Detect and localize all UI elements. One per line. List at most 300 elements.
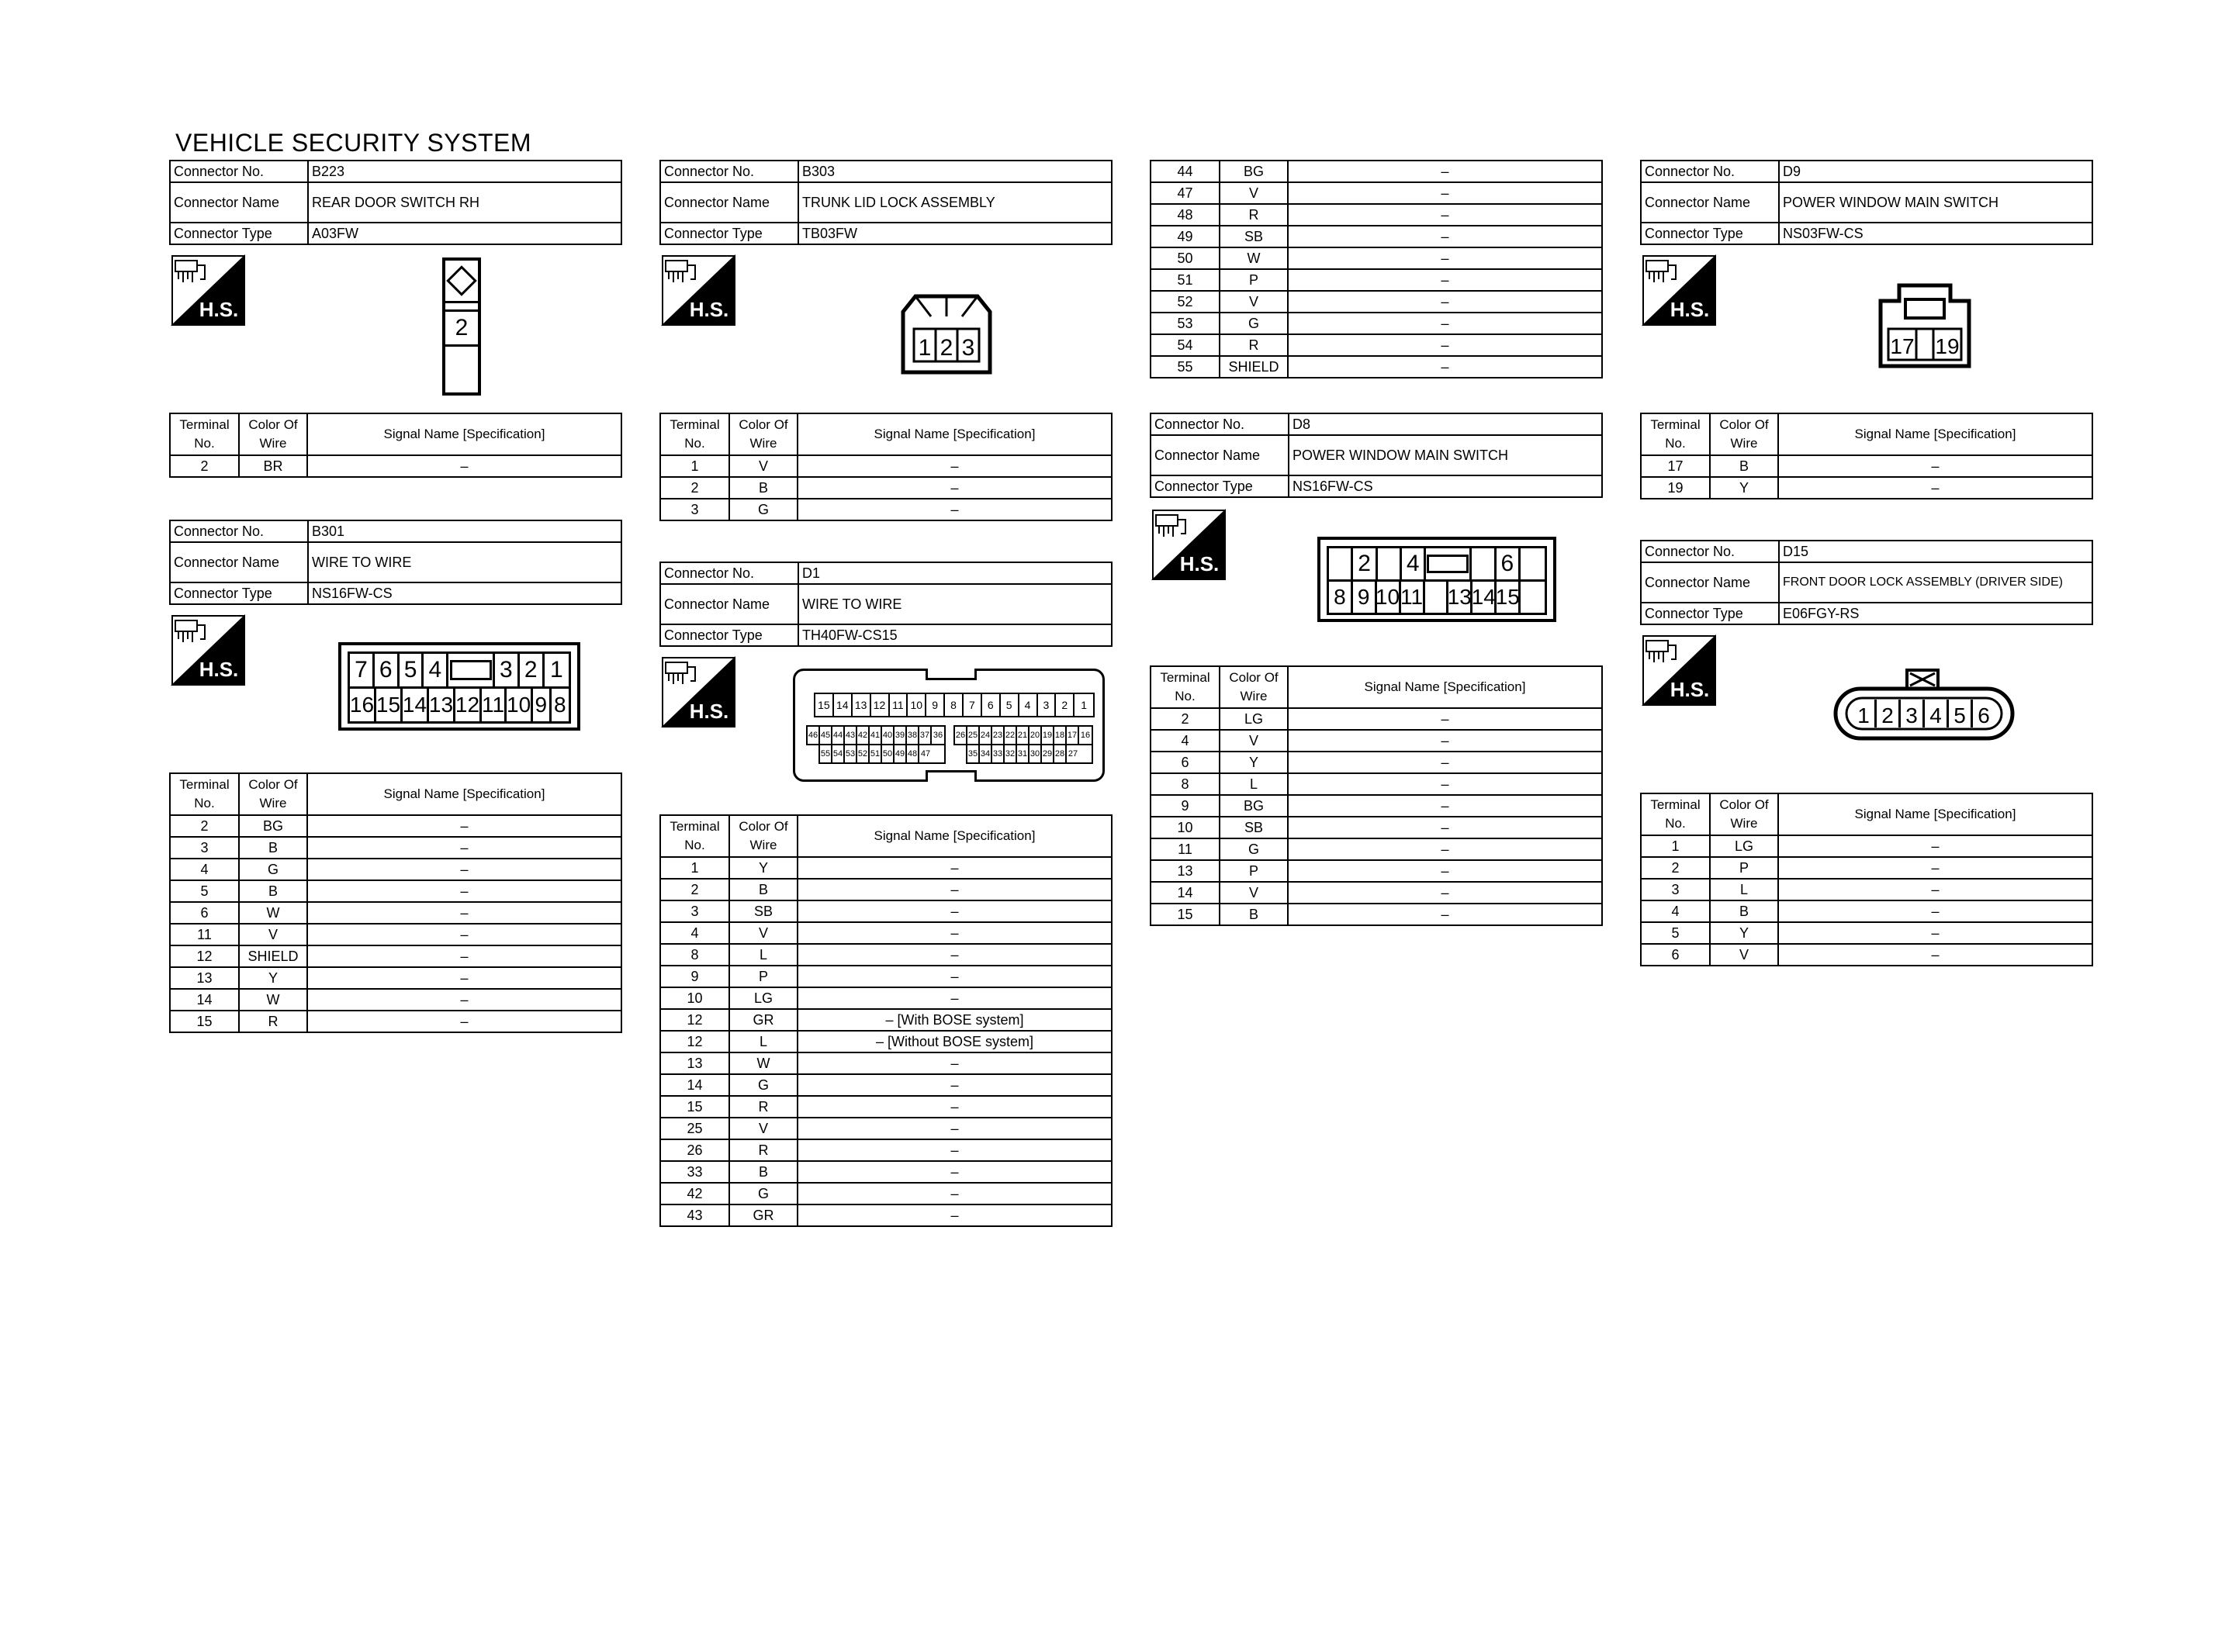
pin-cell: 9	[1353, 582, 1377, 613]
pin-cell: 13	[853, 694, 871, 716]
pin-cell	[1329, 548, 1353, 579]
connector-no-value: B223	[308, 161, 621, 182]
color-of-wire-cell: W	[239, 902, 307, 924]
pin-cell: 3	[1038, 694, 1057, 716]
signal-name-cell: –	[798, 1096, 1112, 1118]
table-row	[660, 857, 1112, 879]
terminal-no-cell: 14	[660, 1074, 729, 1096]
terminal-no-cell: 51	[1151, 269, 1220, 291]
signal-name-cell: –	[798, 477, 1112, 499]
signal-name-header: Signal Name [Specification]	[798, 815, 1112, 857]
harness-side-icon	[661, 254, 735, 326]
terminal-table-d1	[659, 814, 1113, 1227]
terminal-no-cell: 2	[1641, 857, 1710, 879]
table-row	[1151, 334, 1602, 356]
table-row	[1151, 730, 1602, 752]
terminal-no-cell: 25	[660, 1118, 729, 1139]
connector-name-value: POWER WINDOW MAIN SWITCH	[1289, 435, 1602, 475]
signal-name-cell: –	[1288, 838, 1602, 860]
terminal-no-cell: 13	[1151, 860, 1220, 882]
pin-cell: 14	[403, 689, 429, 721]
terminal-no-cell: 8	[660, 944, 729, 966]
pin-cell: 37	[919, 727, 932, 744]
terminal-no-cell: 11	[170, 924, 239, 945]
table-row	[1151, 291, 1602, 313]
signal-name-cell: –	[307, 455, 621, 477]
connector-type-value: NS03FW-CS	[1779, 223, 2092, 244]
color-of-wire-cell: V	[729, 455, 798, 477]
pin-cell: 32	[1005, 745, 1017, 762]
terminal-no-cell: 4	[1151, 730, 1220, 752]
terminal-no-cell: 13	[660, 1052, 729, 1074]
connector-name-label: Connector Name	[170, 542, 308, 582]
color-of-wire-cell: SHIELD	[239, 945, 307, 967]
connector-type-label: Connector Type	[1641, 603, 1779, 624]
table-row	[1151, 226, 1602, 247]
color-of-wire-cell: LG	[1220, 708, 1288, 730]
table-row	[1151, 838, 1602, 860]
table-row	[660, 900, 1112, 922]
color-of-wire-cell: LG	[729, 987, 798, 1009]
color-of-wire-header: Color Of Wire	[239, 773, 307, 815]
pin-cell: 16	[1080, 731, 1091, 740]
terminal-no-cell: 3	[660, 499, 729, 520]
terminal-no-cell: 12	[660, 1031, 729, 1052]
signal-name-cell: –	[307, 859, 621, 880]
signal-name-cell: –	[798, 922, 1112, 944]
table-row	[1151, 247, 1602, 269]
color-of-wire-cell: P	[1710, 857, 1778, 879]
signal-name-cell: –	[798, 1074, 1112, 1096]
signal-name-cell: –	[1778, 900, 2092, 922]
table-row	[660, 879, 1112, 900]
signal-name-cell: –	[1778, 455, 2092, 477]
terminal-no-cell: 8	[1151, 773, 1220, 795]
pin-cell: 27	[1068, 749, 1078, 759]
table-row	[660, 1074, 1112, 1096]
connector-d9-diagram	[1877, 282, 1972, 369]
connector-type-value: TH40FW-CS15	[798, 624, 1112, 646]
table-row	[1641, 835, 2092, 857]
pin-cell	[1472, 548, 1496, 579]
color-of-wire-cell: Y	[729, 857, 798, 879]
pin-cell: 5	[1001, 694, 1019, 716]
color-of-wire-cell: W	[1220, 247, 1288, 269]
signal-name-cell: – [With BOSE system]	[798, 1009, 1112, 1031]
hs-label: H.S.	[199, 298, 239, 321]
terminal-no-header: Terminal No.	[1641, 413, 1710, 455]
connector-d9-header	[1640, 160, 2093, 245]
pin-cell: 21	[1017, 727, 1030, 744]
signal-name-header: Signal Name [Specification]	[798, 413, 1112, 455]
pin-cell: 8	[1329, 582, 1353, 613]
terminal-no-cell: 2	[170, 455, 239, 477]
terminal-no-cell: 14	[1151, 882, 1220, 904]
pin-cell: 2	[1353, 548, 1377, 579]
pin-cell: 49	[895, 745, 907, 762]
connector-type-value: NS16FW-CS	[308, 582, 621, 604]
terminal-no-cell: 3	[660, 900, 729, 922]
pin-label: 17	[1890, 334, 1915, 358]
color-of-wire-header: Color Of Wire	[1710, 793, 1778, 835]
connector-type-label: Connector Type	[170, 582, 308, 604]
table-row	[660, 966, 1112, 987]
connector-b223-diagram	[442, 257, 481, 396]
color-of-wire-header: Color Of Wire	[729, 413, 798, 455]
signal-name-cell: –	[1288, 226, 1602, 247]
harness-side-icon	[1642, 254, 1716, 326]
color-of-wire-cell: G	[729, 1183, 798, 1204]
color-of-wire-cell: GR	[729, 1204, 798, 1226]
table-row	[1151, 708, 1602, 730]
terminal-no-cell: 52	[1151, 291, 1220, 313]
connector-name-label: Connector Name	[1151, 435, 1289, 475]
pin-label: 1	[1857, 703, 1870, 728]
color-of-wire-cell: G	[239, 859, 307, 880]
connector-no-value: D8	[1289, 413, 1602, 435]
pin-cell: 14	[1472, 582, 1497, 613]
color-of-wire-cell: BG	[1220, 795, 1288, 817]
signal-name-cell: –	[1288, 882, 1602, 904]
terminal-no-cell: 42	[660, 1183, 729, 1204]
pin-cell: 10	[507, 689, 533, 721]
table-row	[660, 1009, 1112, 1031]
table-row	[1151, 161, 1602, 182]
table-row	[660, 922, 1112, 944]
table-row	[1641, 477, 2092, 499]
table-row	[1151, 313, 1602, 334]
terminal-no-cell: 10	[660, 987, 729, 1009]
signal-name-cell: –	[1288, 752, 1602, 773]
pin-cell: 6	[375, 654, 400, 686]
pin-cell: 10	[1377, 582, 1401, 613]
pin-cell: 25	[967, 727, 980, 744]
page-title: VEHICLE SECURITY SYSTEM	[175, 129, 532, 157]
terminal-no-cell: 2	[660, 477, 729, 499]
signal-name-cell: –	[1288, 313, 1602, 334]
pin-cell: 34	[980, 745, 992, 762]
pin-cell: 12	[455, 689, 482, 721]
connector-no-label: Connector No.	[1641, 161, 1779, 182]
color-of-wire-cell: V	[1220, 882, 1288, 904]
terminal-no-cell: 13	[170, 967, 239, 989]
connector-name-label: Connector Name	[660, 182, 798, 223]
connector-type-value: NS16FW-CS	[1289, 475, 1602, 497]
table-row	[660, 1118, 1112, 1139]
terminal-no-cell: 4	[170, 859, 239, 880]
table-row	[660, 944, 1112, 966]
signal-name-cell: –	[1778, 922, 2092, 944]
terminal-table-d8	[1150, 665, 1603, 926]
terminal-table-d15	[1640, 793, 2093, 966]
table-row	[170, 1011, 621, 1032]
signal-name-cell: –	[798, 1052, 1112, 1074]
color-of-wire-cell: V	[1220, 182, 1288, 204]
pin-cell	[1521, 582, 1545, 613]
harness-side-icon	[171, 254, 245, 326]
color-of-wire-cell: GR	[729, 1009, 798, 1031]
connector-no-value: D9	[1779, 161, 2092, 182]
table-row	[660, 1096, 1112, 1118]
color-of-wire-cell: G	[1220, 838, 1288, 860]
color-of-wire-cell: R	[729, 1139, 798, 1161]
pin-cell: 29	[1042, 745, 1054, 762]
signal-name-cell: –	[307, 924, 621, 945]
terminal-no-cell: 5	[170, 880, 239, 902]
color-of-wire-cell: B	[729, 879, 798, 900]
signal-name-cell: –	[307, 945, 621, 967]
pin-cell: 15	[376, 689, 403, 721]
color-of-wire-cell: V	[729, 922, 798, 944]
terminal-no-cell: 10	[1151, 817, 1220, 838]
pin-cell: 13	[1448, 582, 1472, 613]
color-of-wire-header: Color Of Wire	[239, 413, 307, 455]
hs-label: H.S.	[1670, 298, 1710, 321]
table-row	[660, 1161, 1112, 1183]
signal-name-cell: –	[1288, 291, 1602, 313]
connector-no-value: B303	[798, 161, 1112, 182]
terminal-table-b303	[659, 413, 1113, 521]
signal-name-cell: –	[798, 944, 1112, 966]
signal-name-cell: –	[1778, 944, 2092, 966]
table-row	[660, 455, 1112, 477]
color-of-wire-cell: G	[729, 1074, 798, 1096]
table-row	[660, 1052, 1112, 1074]
color-of-wire-cell: L	[729, 1031, 798, 1052]
terminal-no-cell: 15	[660, 1096, 729, 1118]
connector-name-value: WIRE TO WIRE	[308, 542, 621, 582]
pin-cell: 33	[992, 745, 1005, 762]
harness-side-icon	[1642, 634, 1716, 706]
pin-cell: 7	[964, 694, 982, 716]
terminal-no-cell: 9	[1151, 795, 1220, 817]
terminal-no-cell: 1	[660, 857, 729, 879]
table-row	[660, 499, 1112, 520]
signal-name-cell: –	[798, 879, 1112, 900]
pin-cell: 14	[834, 694, 853, 716]
table-row	[660, 1139, 1112, 1161]
color-of-wire-cell: P	[729, 966, 798, 987]
signal-name-header: Signal Name [Specification]	[307, 773, 621, 815]
pin-cell: 52	[857, 745, 870, 762]
pin-cell: 43	[845, 727, 857, 744]
connector-d1-header	[659, 562, 1113, 647]
terminal-no-cell: 4	[1641, 900, 1710, 922]
pin-label: 19	[1935, 334, 1960, 358]
terminal-no-cell: 12	[660, 1009, 729, 1031]
pin-cell: 28	[1054, 745, 1067, 762]
pin-cell: 20	[1030, 727, 1042, 744]
pin-cell	[1425, 582, 1449, 613]
terminal-no-cell: 44	[1151, 161, 1220, 182]
color-of-wire-cell: B	[239, 837, 307, 859]
connector-name-value: FRONT DOOR LOCK ASSEMBLY (DRIVER SIDE)	[1779, 562, 2092, 603]
pin-label: 5	[1954, 703, 1966, 728]
diamond-key-icon	[446, 265, 477, 296]
pin-cell: 35	[967, 745, 980, 762]
color-of-wire-cell: G	[1220, 313, 1288, 334]
signal-name-cell: –	[1288, 269, 1602, 291]
color-of-wire-cell: B	[729, 1161, 798, 1183]
table-row	[1151, 817, 1602, 838]
terminal-no-cell: 2	[660, 879, 729, 900]
terminal-no-cell: 15	[1151, 904, 1220, 925]
color-of-wire-cell: SHIELD	[1220, 356, 1288, 378]
connector-type-label: Connector Type	[1151, 475, 1289, 497]
connector-no-value: B301	[308, 520, 621, 542]
table-row	[1641, 900, 2092, 922]
signal-name-cell: –	[798, 499, 1112, 520]
pin-cell	[1426, 548, 1472, 579]
connector-no-value: D1	[798, 562, 1112, 584]
pin-label: 3	[961, 335, 975, 361]
terminal-no-cell: 9	[660, 966, 729, 987]
pin-cell: 42	[857, 727, 870, 744]
table-row	[170, 837, 621, 859]
table-row	[170, 880, 621, 902]
color-of-wire-cell: B	[1220, 904, 1288, 925]
color-of-wire-cell: BG	[239, 815, 307, 837]
table-row	[1151, 773, 1602, 795]
color-of-wire-cell: P	[1220, 860, 1288, 882]
color-of-wire-cell: P	[1220, 269, 1288, 291]
color-of-wire-cell: B	[729, 477, 798, 499]
connector-name-value: TRUNK LID LOCK ASSEMBLY	[798, 182, 1112, 223]
signal-name-cell: –	[798, 1161, 1112, 1183]
color-of-wire-cell: R	[729, 1096, 798, 1118]
connector-name-label: Connector Name	[660, 584, 798, 624]
signal-name-cell: –	[1288, 817, 1602, 838]
pin-cell: 3	[495, 654, 520, 686]
pin-cell: 2	[520, 654, 545, 686]
signal-name-cell: –	[798, 966, 1112, 987]
table-row	[660, 1204, 1112, 1226]
terminal-no-cell: 4	[660, 922, 729, 944]
terminal-no-cell: 15	[170, 1011, 239, 1032]
pin-cell: 23	[992, 727, 1005, 744]
pin-cell: 12	[871, 694, 890, 716]
connector-b303-header	[659, 160, 1113, 245]
connector-type-value: A03FW	[308, 223, 621, 244]
pin-cell: 47	[920, 749, 931, 759]
signal-name-cell: – [Without BOSE system]	[798, 1031, 1112, 1052]
table-row	[660, 1183, 1112, 1204]
terminal-no-header: Terminal No.	[1641, 793, 1710, 835]
pin-cell: 11	[890, 694, 908, 716]
color-of-wire-cell: W	[729, 1052, 798, 1074]
pin-cell: 54	[832, 745, 845, 762]
signal-name-cell: –	[798, 857, 1112, 879]
terminal-no-header: Terminal No.	[660, 413, 729, 455]
color-of-wire-cell: Y	[239, 967, 307, 989]
terminal-no-cell: 55	[1151, 356, 1220, 378]
connector-d15-header	[1640, 540, 2093, 625]
pin-cell: 15	[1497, 582, 1521, 613]
terminal-no-cell: 14	[170, 989, 239, 1011]
pin-cell: 11	[1401, 582, 1425, 613]
connector-type-value: TB03FW	[798, 223, 1112, 244]
signal-name-cell: –	[1288, 904, 1602, 925]
color-of-wire-cell: B	[1710, 900, 1778, 922]
connector-d8-header	[1150, 413, 1603, 498]
signal-name-cell: –	[1288, 204, 1602, 226]
pin-label: 6	[1978, 703, 1990, 728]
hs-label: H.S.	[1179, 552, 1220, 575]
terminal-no-cell: 5	[1641, 922, 1710, 944]
pin-label: 2	[445, 312, 478, 347]
connector-b301-diagram	[338, 642, 580, 731]
pin-cell: 48	[907, 745, 919, 762]
table-row	[1641, 879, 2092, 900]
terminal-table-d9	[1640, 413, 2093, 499]
table-row	[170, 924, 621, 945]
key-slot-icon	[1427, 555, 1469, 573]
pin-cell: 39	[895, 727, 907, 744]
table-row	[170, 455, 621, 477]
harness-side-icon	[171, 614, 245, 686]
connector-name-label: Connector Name	[170, 182, 308, 223]
table-row	[170, 902, 621, 924]
key-slot-icon	[450, 660, 492, 680]
connector-name-value: POWER WINDOW MAIN SWITCH	[1779, 182, 2092, 223]
signal-name-cell: –	[798, 1139, 1112, 1161]
color-of-wire-cell: Y	[1710, 922, 1778, 944]
signal-name-cell: –	[798, 1118, 1112, 1139]
connector-no-value: D15	[1779, 541, 2092, 562]
signal-name-cell: –	[1288, 795, 1602, 817]
table-row	[1151, 269, 1602, 291]
pin-cell: 1	[549, 657, 563, 683]
pin-cell: 16	[350, 689, 376, 721]
signal-name-header: Signal Name [Specification]	[1288, 666, 1602, 708]
pin-cell: 44	[832, 727, 845, 744]
connector-type-value: E06FGY-RS	[1779, 603, 2092, 624]
color-of-wire-header: Color Of Wire	[1710, 413, 1778, 455]
signal-name-cell: –	[1288, 161, 1602, 182]
pin-cell: 4	[424, 654, 448, 686]
color-of-wire-cell: V	[1710, 944, 1778, 966]
table-row	[660, 987, 1112, 1009]
color-of-wire-cell: V	[1220, 730, 1288, 752]
pin-cell: 19	[1042, 727, 1054, 744]
signal-name-cell: –	[798, 455, 1112, 477]
connector-no-label: Connector No.	[170, 161, 308, 182]
terminal-table-b223	[169, 413, 622, 478]
color-of-wire-cell: BG	[1220, 161, 1288, 182]
signal-name-cell: –	[1288, 356, 1602, 378]
terminal-no-cell: 6	[1151, 752, 1220, 773]
pin-cell	[1521, 548, 1545, 579]
terminal-no-cell: 50	[1151, 247, 1220, 269]
connector-no-label: Connector No.	[660, 161, 798, 182]
signal-name-cell: –	[1288, 773, 1602, 795]
terminal-no-cell: 17	[1641, 455, 1710, 477]
hs-label: H.S.	[689, 298, 729, 321]
terminal-no-cell: 47	[1151, 182, 1220, 204]
color-of-wire-cell: Y	[1220, 752, 1288, 773]
color-of-wire-cell: L	[1220, 773, 1288, 795]
terminal-no-cell: 6	[1641, 944, 1710, 966]
connector-name-value: WIRE TO WIRE	[798, 584, 1112, 624]
table-row	[170, 967, 621, 989]
connector-type-label: Connector Type	[1641, 223, 1779, 244]
table-row	[1641, 455, 2092, 477]
signal-name-cell: –	[307, 1011, 621, 1032]
color-of-wire-cell: V	[1220, 291, 1288, 313]
terminal-no-cell: 26	[660, 1139, 729, 1161]
terminal-no-cell: 2	[1151, 708, 1220, 730]
pin-cell: 15	[815, 694, 834, 716]
